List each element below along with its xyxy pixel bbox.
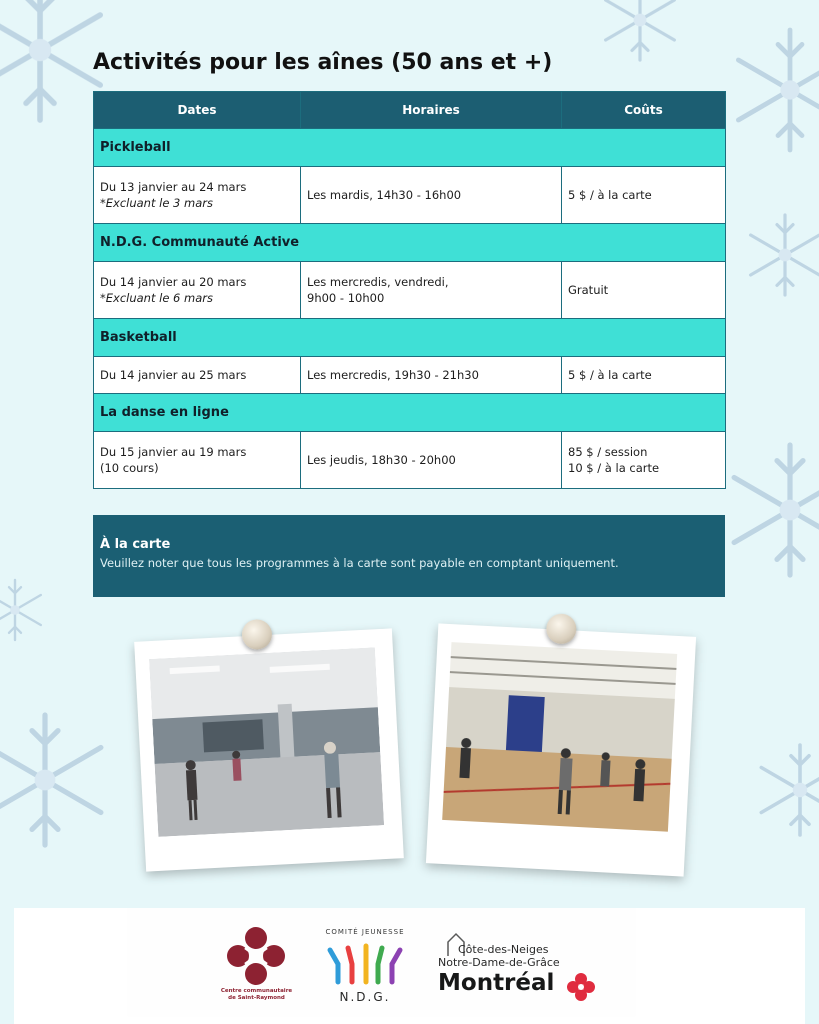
- logo-comite-jeunesse: [322, 928, 408, 1020]
- logo1-caption: de Saint-Raymond: [228, 995, 285, 1001]
- dates-cell: [94, 432, 301, 489]
- snowflake-icon: [0, 0, 100, 120]
- logo1-caption: Centre communautaire: [220, 988, 293, 994]
- dates-text: Du 15 janvier au 19 mars: [100, 445, 247, 459]
- saint-raymond-emblem-icon: [219, 926, 294, 986]
- cost-cell: 5 $ / à la carte: [562, 357, 726, 394]
- snowflake-icon: [734, 445, 819, 575]
- snowflake-icon: [738, 30, 819, 150]
- cost-cell: [562, 432, 726, 489]
- pin-icon: [241, 619, 273, 651]
- page-title: Activités pour les aînes (50 ans et +): [93, 50, 553, 75]
- category-row: [94, 394, 726, 432]
- notice-text: Veuillez noter que tous les programmes à la carte sont payable en comptant uniquement.: [100, 556, 619, 570]
- category-basketball: Basketball: [94, 319, 726, 357]
- cost-line: 85 $ / session: [568, 445, 648, 459]
- cost-line: 10 $ / à la carte: [568, 461, 660, 475]
- table-header-row: [94, 92, 726, 129]
- category-row: [94, 224, 726, 262]
- schedule-table: [93, 91, 726, 489]
- dates-text: Du 13 janvier au 24 mars: [100, 180, 247, 194]
- footer-logos: [14, 908, 805, 1024]
- photo-gym: [426, 623, 696, 876]
- snowflake-icon: [761, 745, 819, 835]
- snowflake-icon: [751, 215, 819, 295]
- photo-image: [442, 642, 677, 832]
- photo-image: [149, 647, 384, 837]
- logo-montreal: [438, 932, 598, 1012]
- category-row: [94, 319, 726, 357]
- table-row: [94, 167, 726, 224]
- cost-cell: Gratuit: [562, 262, 726, 319]
- dates-note: *Excluant le 3 mars: [100, 196, 213, 210]
- dates-note: *Excluant le 6 mars: [100, 291, 213, 305]
- schedule-line: Les mercredis, vendredi,: [307, 275, 449, 289]
- snowflake-icon: [0, 580, 41, 640]
- snowflake-icon: [0, 715, 101, 845]
- people-figures-icon: [322, 940, 408, 986]
- logo3-line1: Côte-des-Neiges: [458, 943, 549, 956]
- dates-cell: [94, 262, 301, 319]
- table-row: [94, 357, 726, 394]
- notice-title: À la carte: [100, 537, 171, 552]
- logo2-bottom: N.D.G.: [339, 990, 391, 1004]
- category-line-dance: La danse en ligne: [94, 394, 726, 432]
- schedule-cell: Les mardis, 14h30 - 16h00: [301, 167, 562, 224]
- table-row: [94, 432, 726, 489]
- cost-cell: 5 $ / à la carte: [562, 167, 726, 224]
- montreal-rosette-icon: [566, 972, 596, 1002]
- dates-note: (10 cours): [100, 461, 159, 475]
- dates-cell: Du 14 janvier au 25 mars: [94, 357, 301, 394]
- schedule-cell: Les jeudis, 18h30 - 20h00: [301, 432, 562, 489]
- table-row: [94, 262, 726, 319]
- schedule-line: 9h00 - 10h00: [307, 291, 385, 305]
- logo-saint-raymond: [219, 926, 294, 1016]
- pin-icon: [546, 613, 578, 645]
- schedule-cell: Les mercredis, 19h30 - 21h30: [301, 357, 562, 394]
- logo3-line2: Notre-Dame-de-Grâce: [438, 956, 560, 969]
- category-row: [94, 129, 726, 167]
- dates-cell: [94, 167, 301, 224]
- category-pickleball: Pickleball: [94, 129, 726, 167]
- category-ndg-active: N.D.G. Communauté Active: [94, 224, 726, 262]
- header-costs: Coûts: [562, 92, 726, 129]
- dates-text: Du 14 janvier au 20 mars: [100, 275, 247, 289]
- header-schedule: Horaires: [301, 92, 562, 129]
- snowflake-icon: [606, 0, 675, 60]
- header-dates: Dates: [94, 92, 301, 129]
- payment-notice: [93, 515, 725, 597]
- schedule-cell: [301, 262, 562, 319]
- logo2-top: COMITÉ JEUNESSE: [325, 928, 405, 936]
- photo-line-dance: [134, 628, 404, 871]
- logo3-city: Montréal: [438, 970, 555, 996]
